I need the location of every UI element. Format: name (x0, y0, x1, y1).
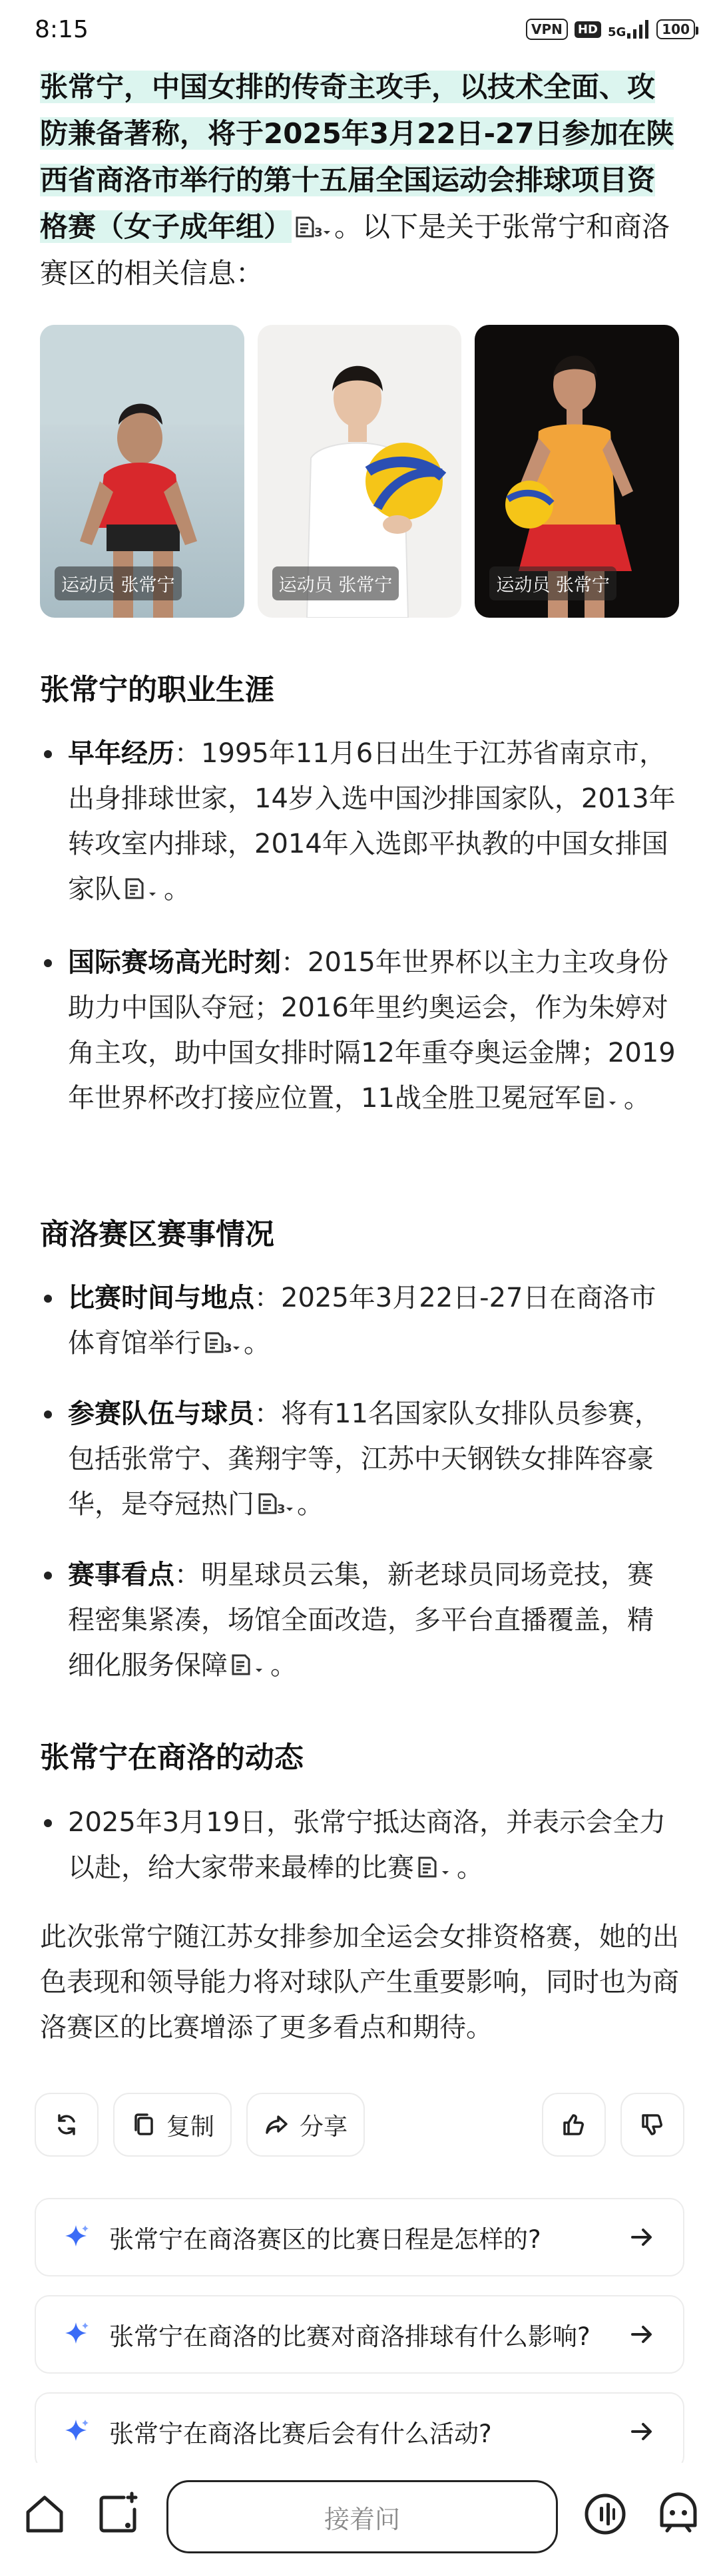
item-text: 2025年3月19日，张常宁抵达商洛，并表示会全力以赴，给大家带来最棒的比赛 (68, 1807, 666, 1883)
suggestion-item[interactable] (35, 2295, 684, 2374)
signal-bars-icon (627, 20, 650, 39)
dislike-button[interactable] (620, 2093, 684, 2157)
arrow-right-icon (627, 2417, 656, 2446)
refresh-icon (53, 2111, 80, 2138)
citation-icon[interactable] (417, 1855, 454, 1879)
suggestion-text: 张常宁在商洛的比赛对商洛排球有什么影响? (109, 2322, 591, 2351)
citation-icon[interactable] (257, 1492, 294, 1516)
section-title-news: 张常宁在商洛的动态 (40, 1741, 304, 1775)
item-text: ：将有11名国家队女排队员参赛，包括张常宁、龚翔宇等，江苏中天钢铁女排阵容豪华，是夺冠热门 (68, 1398, 661, 1520)
battery-indicator: 100 (656, 19, 695, 39)
section-title-event: 商洛赛区赛事情况 (40, 1217, 274, 1251)
svg-text:3: 3 (277, 1502, 286, 1516)
photo-caption: 运动员 张常宁 (55, 566, 182, 600)
ask-input[interactable]: 接着问 (166, 2480, 558, 2553)
share-label: 分享 (299, 2113, 348, 2141)
action-bar (35, 2093, 684, 2157)
sparkle-icon (61, 2223, 91, 2252)
like-button[interactable] (542, 2093, 606, 2157)
thumbs-down-icon (639, 2111, 666, 2138)
hd-badge: HD (575, 21, 601, 38)
item-label: 赛事看点 (68, 1560, 174, 1590)
citation-icon[interactable] (294, 215, 332, 239)
arrow-right-icon (627, 2223, 656, 2252)
signal-icon (608, 20, 650, 39)
citation-icon[interactable] (124, 877, 161, 901)
citation-icon[interactable] (204, 1331, 241, 1355)
vpn-badge: VPN (526, 19, 568, 40)
arrow-right-icon (627, 2320, 656, 2349)
photo-caption: 运动员 张常宁 (489, 566, 616, 600)
sparkle-icon (61, 2320, 91, 2349)
photo-caption: 运动员 张常宁 (272, 566, 399, 600)
share-icon (264, 2111, 290, 2138)
bullet-dot (44, 1410, 52, 1418)
item-text: ：2015年世界杯以主力主攻身份助力中国队夺冠；2016年里约奥运会，作为朱婷对角主攻，助中国女排时隔12年重夺奥运金牌；2019年世界杯改打接应位置，11战全胜卫冕冠军 (68, 947, 676, 1114)
item-label: 参赛队伍与球员 (68, 1398, 254, 1429)
bullet-dot (44, 959, 52, 967)
list-item (40, 1800, 679, 1890)
bullet-dot (44, 750, 52, 758)
item-end: 。 (244, 1328, 270, 1359)
list-item (40, 731, 679, 912)
home-icon[interactable] (21, 2491, 68, 2537)
suggestion-item[interactable] (35, 2198, 684, 2276)
svg-text:3: 3 (224, 1341, 232, 1355)
item-text: ：明星球员云集，新老球员同场竞技，赛程密集紧凑，场馆全面改造，多平台直播覆盖，精细化服务保障 (68, 1560, 654, 1681)
list-item (40, 940, 679, 1121)
item-end: 。 (164, 874, 190, 905)
list-item (40, 1275, 679, 1366)
item-label: 早年经历 (68, 738, 174, 769)
svg-text:3: 3 (314, 226, 323, 239)
list-item (40, 1552, 679, 1688)
photo-card[interactable] (475, 325, 679, 618)
citation-icon[interactable] (584, 1086, 621, 1110)
refresh-button[interactable] (35, 2093, 99, 2157)
network-type: 5G (607, 25, 626, 39)
item-text: ：2025年3月22日-27日在商洛市体育馆举行 (68, 1283, 656, 1359)
status-bar (0, 0, 719, 64)
copy-button[interactable] (113, 2093, 232, 2157)
bullet-dot (44, 1819, 52, 1827)
suggestion-text: 张常宁在商洛比赛后会有什么活动? (109, 2420, 492, 2448)
intro-paragraph (40, 64, 679, 297)
answer-intro (40, 64, 679, 297)
copy-label: 复制 (166, 2113, 214, 2141)
bullet-dot (44, 1295, 52, 1303)
photo-card[interactable] (40, 325, 244, 618)
agent-icon[interactable] (655, 2491, 702, 2537)
citation-icon[interactable] (230, 1653, 268, 1677)
item-end: 。 (297, 1489, 324, 1520)
status-time: 8:15 (35, 16, 89, 43)
item-end: 。 (623, 1083, 650, 1114)
item-label: 国际赛场高光时刻 (68, 947, 281, 978)
list-item (40, 1391, 679, 1527)
bottom-bar (0, 2463, 719, 2576)
photo-card[interactable] (258, 325, 462, 618)
item-label: 比赛时间与地点 (68, 1283, 254, 1313)
item-end: 。 (270, 1650, 297, 1681)
bullet-dot (44, 1572, 52, 1580)
status-icons (526, 19, 695, 40)
intro-rest: 。以下是关于张常宁和商洛赛区的相关信息： (40, 210, 670, 290)
section-title-career: 张常宁的职业生涯 (40, 673, 274, 707)
item-text: ：1995年11月6日出生于江苏省南京市，出身排球世家，14岁入选中国沙排国家队，2013年转攻室内排球，2014年入选郎平执教的中国女排国家队 (68, 738, 676, 905)
intro-highlight: 张常宁，中国女排的传奇主攻手，以技术全面、攻防兼备著称，将于2025年3月22日-27日参加在陕西省商洛市举行的第十五届全国运动会排球项目资格赛（女子成年组） (40, 71, 674, 243)
copy-icon (130, 2111, 157, 2138)
suggestion-text: 张常宁在商洛赛区的比赛日程是怎样的? (109, 2225, 541, 2254)
sparkle-icon (61, 2417, 91, 2446)
item-end: 。 (457, 1852, 483, 1883)
conclusion-paragraph: 此次张常宁随江苏女排参加全运会女排资格赛，她的出色表现和领导能力将对球队产生重要影响，同时也为商洛赛区的比赛增添了更多看点和期待。 (40, 1922, 679, 2043)
voice-icon[interactable] (582, 2491, 628, 2537)
new-chat-icon[interactable] (95, 2491, 141, 2537)
share-button[interactable] (246, 2093, 365, 2157)
photo-gallery (40, 325, 679, 618)
thumbs-up-icon (561, 2111, 587, 2138)
suggestion-item[interactable] (35, 2392, 684, 2471)
